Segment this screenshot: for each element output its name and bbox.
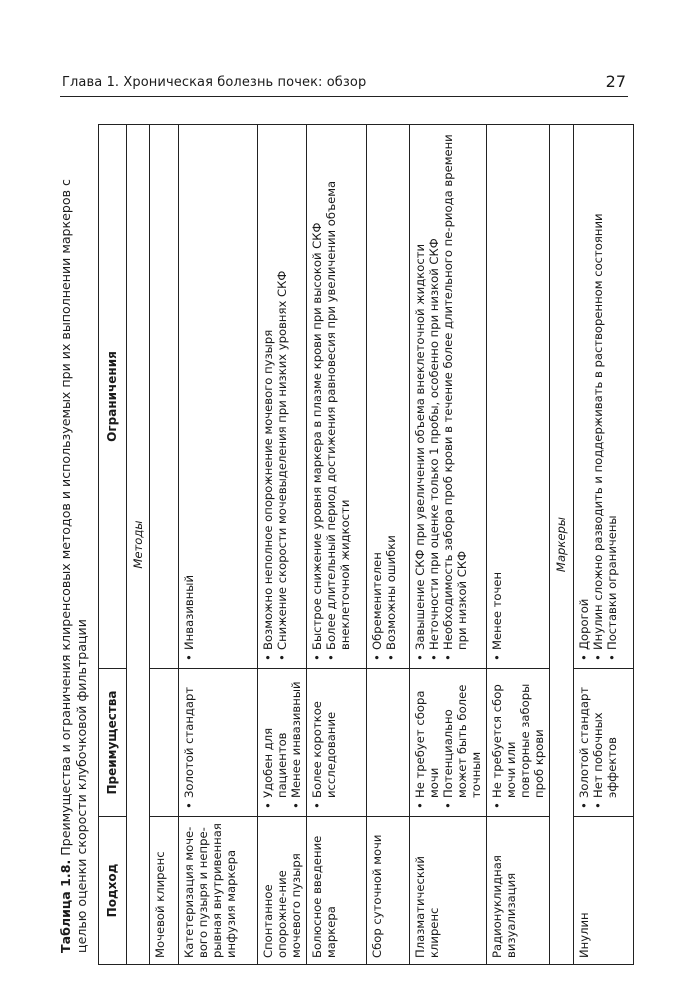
section-row-markers: [550, 125, 574, 965]
approach-cell: Спонтанное опорожне-ние мочевого пузыря: [258, 817, 307, 965]
table-caption-text: Преимущества и ограничения клиренсовых методов и используемых при их выполнении маркеров с целью оценки скорости клубочковой фильтрации: [58, 179, 89, 953]
list-item: • Возможны ошибки: [384, 131, 398, 650]
page-number: 27: [605, 72, 626, 91]
list-item: • Быстрое снижение уровня маркера в плазме крови при высокой СКФ: [310, 131, 324, 650]
approach-cell: Радионуклидная визуализация: [487, 817, 550, 965]
approach-cell: Мочевой клиренс: [150, 817, 179, 965]
table-caption-label: Таблица 1.8.: [58, 859, 73, 953]
limitations-cell: [487, 125, 550, 669]
list-item: • Менее инвазивный: [289, 675, 303, 798]
column-header-limitations: Ограничения: [99, 125, 127, 669]
approach-cell: Болюсное введение маркера: [307, 817, 367, 965]
table-row: [487, 125, 550, 965]
advantages-cell: [367, 669, 410, 817]
list-item: • Инулин сложно разводить и поддерживать в растворенном состоянии: [591, 131, 605, 650]
table-row: [410, 125, 487, 965]
advantages-cell: [307, 669, 367, 817]
advantages-cell: [574, 669, 634, 817]
table-caption: [58, 153, 90, 953]
limitations-cell: [574, 125, 634, 669]
list-item: • Неточности при оценке только 1 пробы, особенно при низкой СКФ: [427, 131, 441, 650]
list-item: • Снижение скорости мочевыделения при низких уровнях СКФ: [275, 131, 289, 650]
list-item: • Золотой стандарт: [182, 675, 196, 798]
limitations-cell: [258, 125, 307, 669]
table-header-row: [99, 125, 127, 965]
list-item: • Не требуется сбор мочи или повторные заборы проб крови: [490, 675, 546, 798]
section-title-methods: Методы: [127, 125, 150, 965]
advantages-cell: [410, 669, 487, 817]
table-row: [258, 125, 307, 965]
comparison-table: [98, 124, 634, 965]
list-item: • Инвазивный: [182, 131, 196, 650]
section-row-methods: [127, 125, 150, 965]
table-row: [307, 125, 367, 965]
limitations-cell: [179, 125, 258, 669]
table-row: [150, 125, 179, 965]
list-item: • Более длительный период достижения равновесия при увеличении объема внеклеточной жидкости: [324, 131, 352, 650]
approach-cell: Сбор суточной мочи: [367, 817, 410, 965]
approach-cell: Плазматический клиренс: [410, 817, 487, 965]
list-item: • Нет побочных эффектов: [591, 675, 619, 798]
column-header-advantages: Преимущества: [99, 669, 127, 817]
list-item: • Менее точен: [490, 131, 504, 650]
limitations-cell: [307, 125, 367, 669]
advantages-cell: [487, 669, 550, 817]
section-title-markers: Маркеры: [550, 125, 574, 965]
column-header-approach: Подход: [99, 817, 127, 965]
list-item: • Удобен для пациентов: [261, 675, 289, 798]
table-row: [179, 125, 258, 965]
approach-cell: Катетеризация моче-вого пузыря и непре-рывная внутривенная инфузия маркера: [179, 817, 258, 965]
advantages-cell: [258, 669, 307, 817]
limitations-cell: [410, 125, 487, 669]
table-row: [367, 125, 410, 965]
list-item: • Завышение СКФ при увеличении объема внеклеточной жидкости: [413, 131, 427, 650]
advantages-cell: [150, 669, 179, 817]
rotated-table-block: [58, 125, 633, 965]
running-head: [60, 72, 628, 97]
list-item: • Возможно неполное опорожнение мочевого пузыря: [261, 131, 275, 650]
limitations-cell: [367, 125, 410, 669]
advantages-cell: [179, 669, 258, 817]
chapter-title: Глава 1. Хроническая болезнь почек: обзор: [62, 75, 367, 90]
list-item: • Дорогой: [577, 131, 591, 650]
table-row: [574, 125, 634, 965]
list-item: • Поставки ограничены: [605, 131, 619, 650]
approach-cell: Инулин: [574, 817, 634, 965]
list-item: • Более короткое исследование: [310, 675, 338, 798]
list-item: • Потенциально может быть более точным: [441, 675, 483, 798]
list-item: • Обременителен: [370, 131, 384, 650]
list-item: • Необходимость забора проб крови в течение более длительного пе-риода времени при низкой СКФ: [441, 131, 469, 650]
list-item: • Золотой стандарт: [577, 675, 591, 798]
limitations-cell: [150, 125, 179, 669]
list-item: • Не требует сбора мочи: [413, 675, 441, 798]
